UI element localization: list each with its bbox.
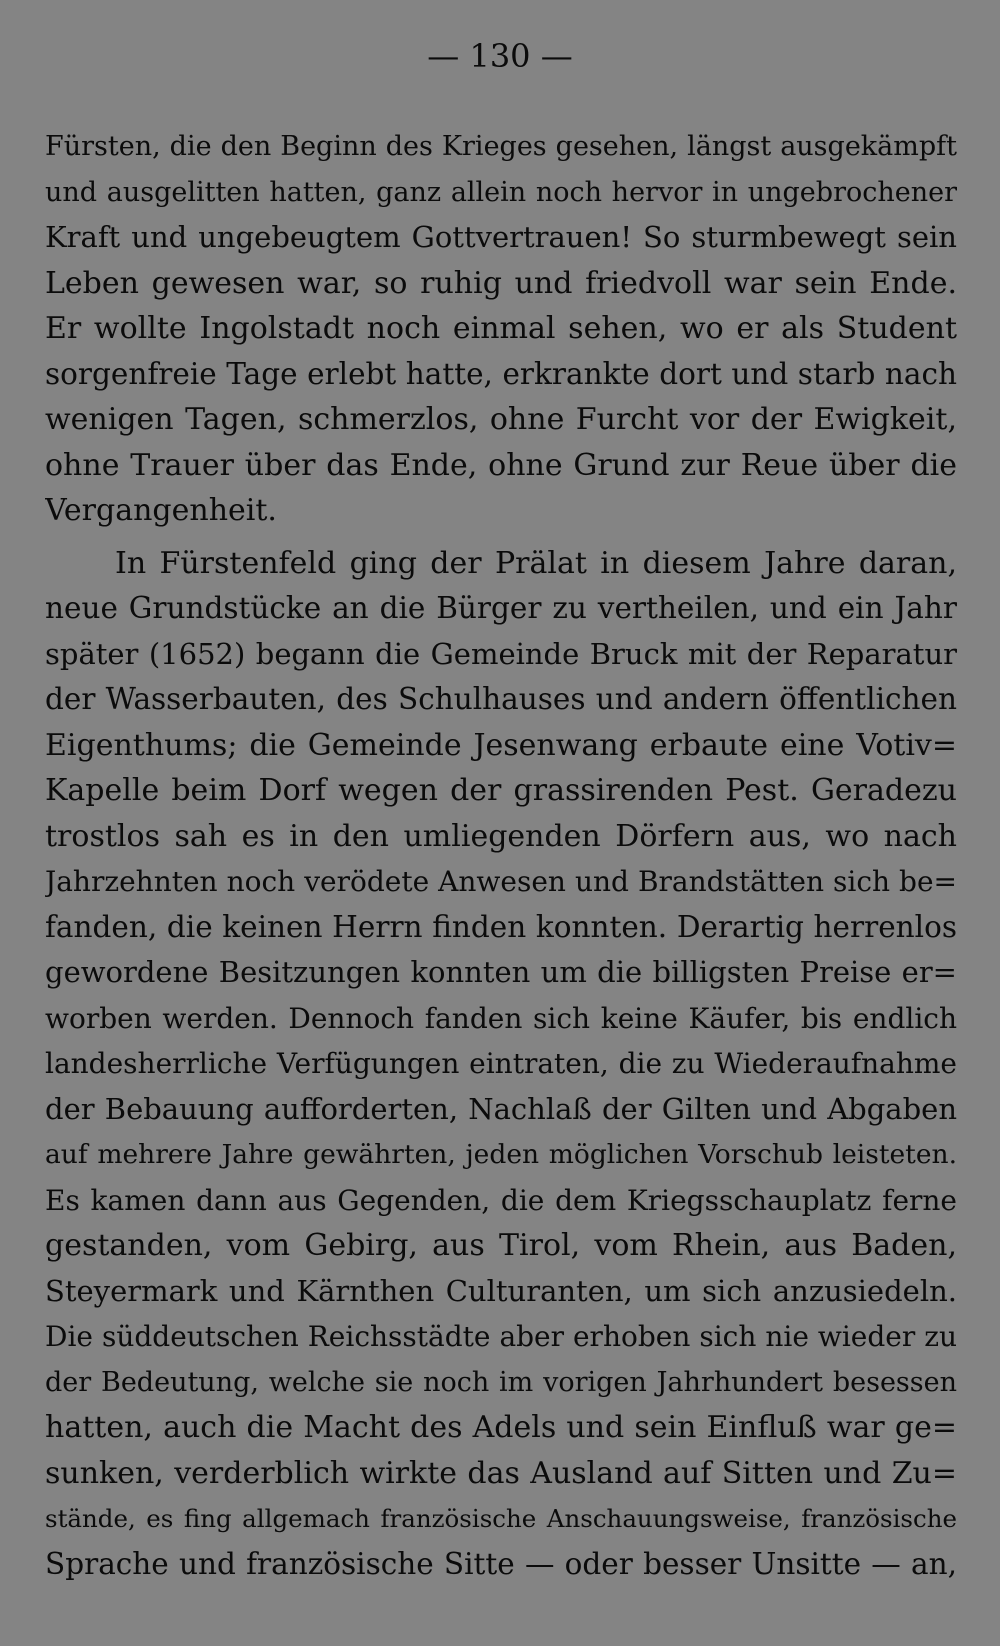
text-line: gestanden, vom Gebirg, aus Tirol, vom Rhein, aus Baden, [45, 1228, 957, 1263]
text-line: der Bebauung aufforderten, Nachlaß der Gilten und Abgaben [45, 1091, 957, 1126]
text-line: der Wasserbauten, des Schulhauses und andern öffentlichen [45, 682, 957, 716]
paragraph-gap [45, 534, 957, 541]
text-line: sorgenfreie Tage erlebt hatte, erkrankte dort und starb nach [45, 356, 957, 391]
text-line: später (1652) begann die Gemeinde Bruck mit der Reparatur [45, 636, 957, 671]
text-line: und ausgelitten hatten, ganz allein noch hervor in ungebrochener [45, 176, 957, 208]
page-number: — 130 — [427, 37, 573, 75]
paragraph-1 [45, 124, 957, 534]
paragraph-2 [45, 541, 957, 1588]
text-line: worben werden. Dennoch fanden sich keine Käufer, bis endlich [45, 1001, 957, 1035]
text-line: auf mehrere Jahre gewährten, jeden möglichen Vorschub leisteten. [45, 1139, 957, 1170]
text-line: der Bedeutung, welche sie noch im vorigen Jahrhundert besessen [45, 1366, 957, 1398]
text-line: fanden, die keinen Herrn finden konnten. Derartig herrenlos [45, 909, 957, 944]
text-line: hatten, auch die Macht des Adels und sein Einfluß war ge= [45, 1410, 957, 1445]
text-line: gewordene Besitzungen konnten um die billigsten Preise er= [45, 955, 957, 989]
body-text [45, 124, 957, 1587]
text-line: Die süddeutschen Reichsstädte aber erhoben sich nie wieder zu [45, 1320, 957, 1353]
text-line: neue Grundstücke an die Bürger zu vertheilen, und ein Jahr [45, 591, 957, 625]
text-line: Sprache und französische Sitte — oder besser Unsitte — an, [45, 1546, 957, 1581]
text-line: trostlos sah es in den umliegenden Dörfern aus, wo nach [45, 818, 957, 854]
text-line: sunken, verderblich wirkte das Ausland auf Sitten und Zu= [45, 1455, 957, 1491]
text-line: Kraft und ungebeugtem Gottvertrauen! So sturmbewegt sein [45, 220, 957, 254]
text-line: Vergangenheit. [45, 493, 277, 528]
text-line: Er wollte Ingolstadt noch einmal sehen, wo er als Student [45, 311, 957, 346]
text-line: landesherrliche Verfügungen eintraten, die zu Wiederaufnahme [45, 1047, 957, 1080]
text-line: wenigen Tagen, schmerzlos, ohne Furcht vor der Ewigkeit, [45, 402, 957, 437]
text-line: Kapelle beim Dorf wegen der grassirenden Pest. Geradezu [45, 773, 957, 808]
text-line: Jahrzehnten noch verödete Anwesen und Brandstätten sich be= [45, 865, 957, 898]
text-line: Steyermark und Kärnthen Culturanten, um sich anzusiedeln. [45, 1273, 957, 1308]
text-line: In Fürstenfeld ging der Prälat in diesem Jahre daran, [115, 545, 957, 581]
text-line: ohne Trauer über das Ende, ohne Grund zur Reue über die [45, 447, 957, 483]
text-line: Fürsten, die den Beginn des Krieges gesehen, längst ausgekämpft [45, 131, 957, 162]
text-line: stände, es fing allgemach französische Anschauungsweise, französische [45, 1504, 957, 1533]
text-line: Leben gewesen war, so ruhig und friedvoll war sein Ende. [45, 265, 957, 301]
text-line: Es kamen dann aus Gegenden, die dem Kriegsschauplatz ferne [45, 1183, 957, 1217]
text-line: Eigenthums; die Gemeinde Jesenwang erbaute eine Votiv= [45, 727, 957, 763]
